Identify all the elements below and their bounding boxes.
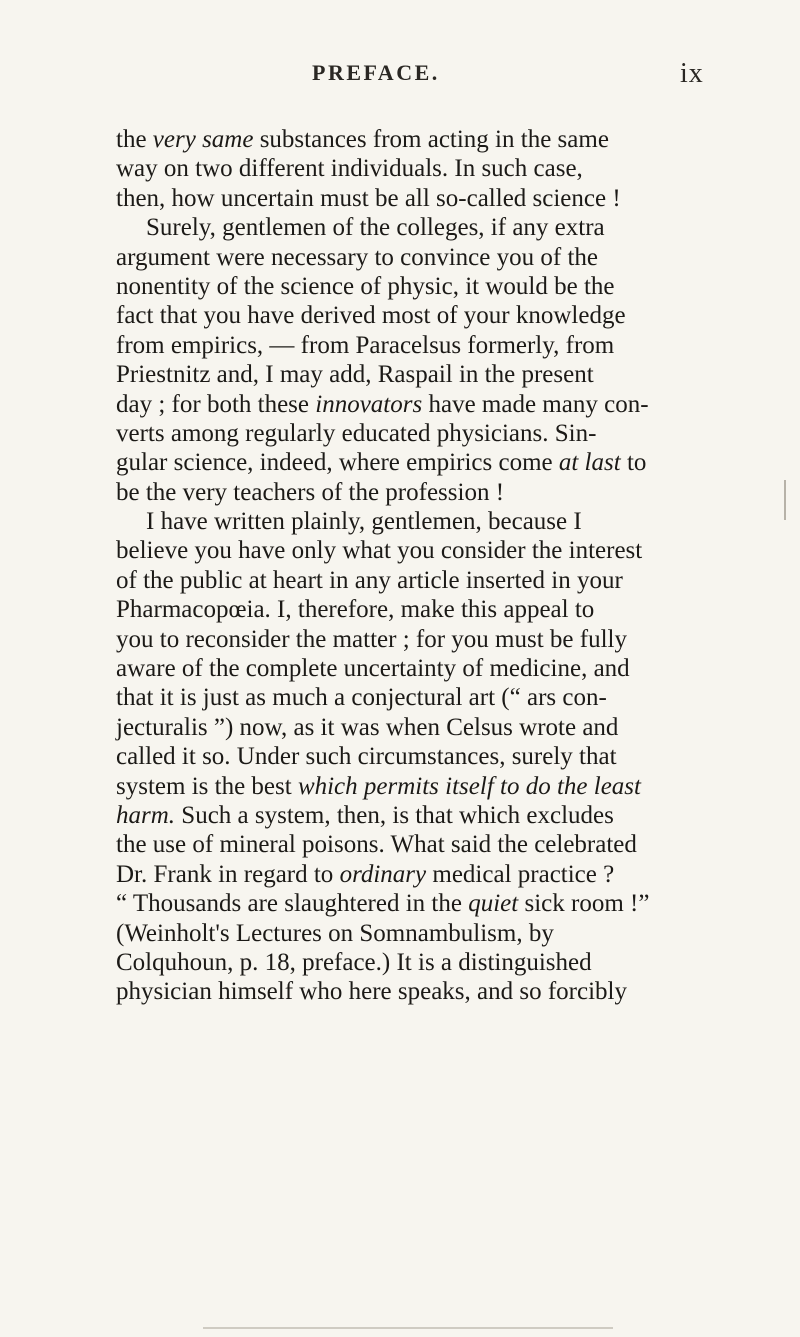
text-line [116,625,686,654]
text-segment: gular science, indeed, where empirics come [116,449,559,477]
italic-text: very same [152,126,254,153]
text-segment: of the public at heart in any article inserted in your [116,566,623,594]
text-line [116,272,686,301]
text-segment: have made many con- [422,390,649,418]
text-segment: the [116,126,153,153]
body-text [116,125,686,1007]
text-segment: be the very teachers of the profession ! [116,478,505,506]
text-line [116,448,686,477]
page-edge-mark [784,480,786,520]
text-line [116,566,686,595]
text-segment: believe you have only what you consider the interest [116,537,643,565]
text-segment: fact that you have derived most of your knowledge [116,302,626,330]
text-segment: nonentity of the science of physic, it would be the [116,272,615,300]
italic-text: quiet [468,890,519,918]
text-line [116,948,686,977]
text-segment: Priestnitz and, I may add, Raspail in the present [116,361,594,389]
text-segment: verts among regularly educated physicians. Sin- [116,419,597,447]
text-segment: way on two different individuals. In such case, [116,155,583,183]
text-line [116,125,686,154]
text-line [116,331,686,360]
text-line [116,390,686,419]
text-segment: to [620,449,647,477]
italic-text: innovators [315,390,423,418]
text-line [116,830,686,859]
text-segment: Surely, gentlemen of the colleges, if any extra [146,214,605,242]
text-segment: medical practice ? [426,860,615,888]
text-line [116,889,686,918]
text-line [116,243,686,272]
text-line [116,860,686,889]
text-segment: Dr. Frank in regard to [116,860,340,888]
text-line [116,801,686,830]
text-line [116,301,686,330]
text-segment: called it so. Under such circumstances, surely that [116,743,617,771]
text-line [116,478,686,507]
text-line [116,184,686,213]
text-segment: that it is just as much a conjectural art (“ ars con- [116,684,607,712]
text-line [116,507,686,536]
text-line [116,919,686,948]
italic-text: ordinary [339,860,427,888]
text-line [116,595,686,624]
text-segment: Colquhoun, p. 18, preface.) It is a distinguished [116,948,592,976]
text-segment: day ; for both these [116,390,316,418]
italic-text: at last [558,449,621,477]
text-segment: jecturalis ”) now, as it was when Celsus wrote and [116,713,619,741]
text-segment: system is the best [116,772,298,800]
text-line [116,683,686,712]
page-number: ix [680,58,704,89]
text-segment: you to reconsider the matter ; for you must be fully [116,625,627,653]
text-line [116,419,686,448]
text-segment: aware of the complete uncertainty of medicine, and [116,655,630,683]
italic-text: harm. [116,801,176,829]
page-header [0,60,800,94]
text-line [116,154,686,183]
text-segment: physician himself who here speaks, and so forcibly [116,978,627,1006]
text-line [116,713,686,742]
text-segment: substances from acting in the same [253,126,609,153]
text-segment: (Weinholt's Lectures on Somnambulism, by [116,919,554,947]
text-segment: argument were necessary to convince you of the [116,243,598,271]
text-segment: sick room !” [518,890,650,918]
text-segment: then, how uncertain must be all so-called science ! [116,184,621,212]
text-segment: from empirics, — from Paracelsus formerly, from [116,331,615,359]
text-line [116,213,686,242]
text-line [116,977,686,1006]
text-segment: Such a system, then, is that which excludes [175,801,614,829]
text-line [116,536,686,565]
text-line [116,772,686,801]
text-line [116,360,686,389]
running-head: PREFACE. [312,60,440,85]
text-line [116,742,686,771]
page-bottom-edge [203,1327,613,1329]
italic-text: which permits itself to do the least [297,772,641,800]
text-line [116,654,686,683]
text-segment: the use of mineral poisons. What said the celebrated [116,831,637,859]
text-segment: “ Thousands are slaughtered in the [116,890,469,918]
text-segment: Pharmacopœia. I, therefore, make this appeal to [116,596,595,624]
text-segment: I have written plainly, gentlemen, because I [146,508,582,536]
